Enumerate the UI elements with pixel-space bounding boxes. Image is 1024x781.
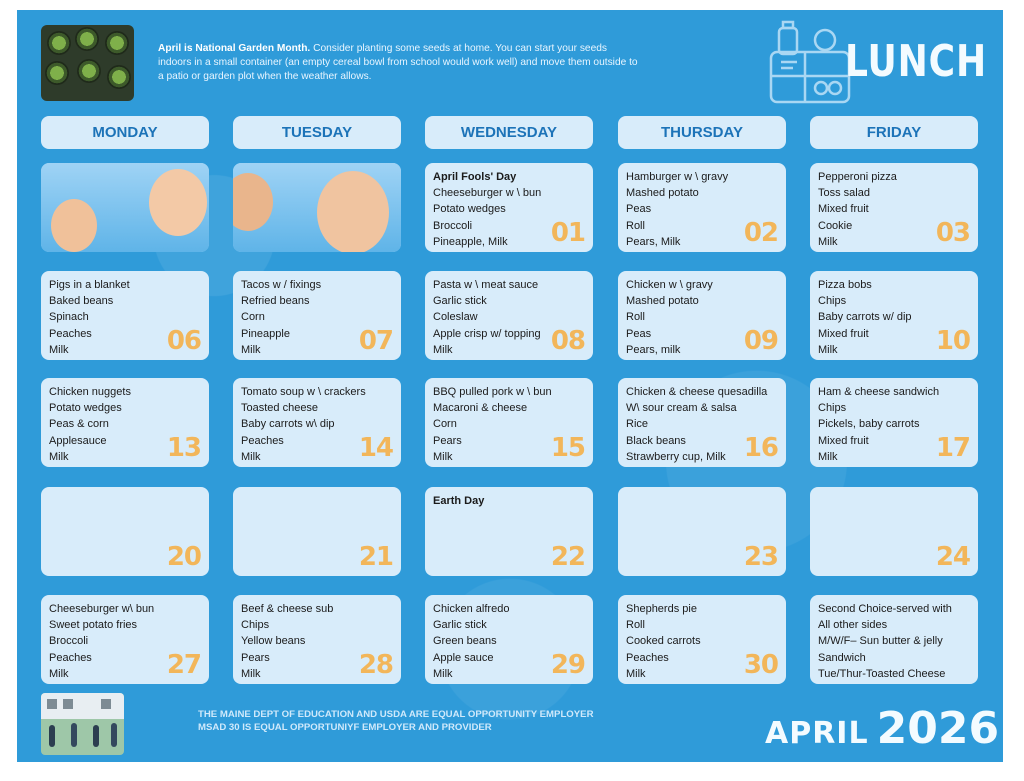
- menu-item: Second Choice-served with: [818, 603, 952, 615]
- kids-photo: [233, 163, 401, 252]
- menu-item: Baby carrots w/ dip: [818, 311, 912, 324]
- menu-cell-03: [810, 163, 978, 252]
- menu-item: Applesauce: [49, 434, 107, 447]
- menu-item: Tacos w / fixings: [241, 279, 322, 291]
- special-day-label: April Fools' Day: [433, 171, 517, 183]
- date-number: 10: [935, 326, 970, 356]
- date-number: 30: [743, 650, 778, 680]
- menu-cell-29: [425, 595, 593, 684]
- menu-item: Peas: [626, 203, 652, 216]
- menu-item: Pepperoni pizza: [818, 171, 897, 183]
- menu-items: [49, 601, 154, 682]
- special-day-label: Earth Day: [433, 495, 485, 507]
- menu-item: Milk: [241, 450, 261, 463]
- menu-item: Beef & cheese sub: [241, 603, 334, 615]
- menu-item: Pineapple, Milk: [433, 235, 508, 248]
- date-number: 15: [550, 433, 585, 463]
- menu-item: Toss salad: [818, 187, 870, 200]
- menu-cell-27: [41, 595, 209, 684]
- menu-item: Garlic stick: [433, 295, 487, 308]
- menu-cell-22: [425, 487, 593, 576]
- menu-item: Chicken w \ gravy: [626, 279, 713, 291]
- date-number: 16: [743, 433, 778, 463]
- equal-opportunity-note: [198, 709, 594, 734]
- menu-item: Chips: [241, 619, 270, 632]
- menu-items: [433, 601, 509, 682]
- menu-item: Pineapple: [241, 327, 290, 340]
- menu-item: M/W/F– Sun butter & jelly: [818, 635, 943, 648]
- menu-item: Refried beans: [241, 295, 310, 308]
- menu-items: [49, 384, 131, 465]
- menu-cell-30: [618, 595, 786, 684]
- menu-item: Coleslaw: [433, 311, 478, 324]
- menu-item: Mixed fruit: [818, 203, 869, 216]
- menu-item: Mashed potato: [626, 295, 699, 308]
- menu-item: All other sides: [818, 619, 888, 632]
- menu-items: [49, 277, 130, 358]
- menu-item: Tomato soup w \ crackers: [241, 386, 366, 398]
- intro-rest: Consider planting some seeds at home. You can start your seeds indoors in a small container (an empty cereal bowl from school would work well) and move them outside to a patio or garden plot when the weather allows.: [158, 43, 638, 82]
- menu-item: Rice: [626, 418, 649, 431]
- menu-item: Pigs in a blanket: [49, 279, 130, 291]
- menu-cell-09: [618, 271, 786, 360]
- menu-item: Corn: [433, 418, 457, 431]
- menu-item: Milk: [818, 450, 838, 463]
- menu-item: Peaches: [49, 327, 92, 340]
- date-number: 20: [166, 542, 201, 572]
- menu-item: Pickels, baby carrots: [818, 418, 920, 431]
- footer-line-1: THE MAINE DEPT OF EDUCATION AND USDA ARE EQUAL OPPORTUNITY EMPLOYER: [198, 709, 594, 720]
- menu-items: [433, 493, 484, 509]
- menu-item: Pears: [241, 651, 270, 664]
- menu-item: Mixed fruit: [818, 327, 869, 340]
- menu-item: Peaches: [626, 651, 669, 664]
- menu-item: Chips: [818, 295, 847, 308]
- menu-items: [818, 384, 939, 465]
- menu-cell-13: [41, 378, 209, 467]
- menu-item: Milk: [241, 343, 261, 356]
- menu-item: Cookie: [818, 219, 853, 232]
- day-header-thursday: THURSDAY: [618, 116, 786, 149]
- menu-cell-07: [233, 271, 401, 360]
- menu-item: Milk: [49, 450, 69, 463]
- lunchbox-icon: [765, 18, 855, 108]
- menu-cell-23: [618, 487, 786, 576]
- date-number: 24: [935, 542, 970, 572]
- menu-item: Mixed fruit: [818, 434, 869, 447]
- menu-item: Ham & cheese sandwich: [818, 386, 940, 398]
- menu-item: Milk: [818, 343, 838, 356]
- day-header-friday: FRIDAY: [810, 116, 978, 149]
- menu-item: Cheeseburger w \ bun: [433, 187, 542, 200]
- date-number: 03: [935, 218, 970, 248]
- school-photo: [41, 693, 124, 755]
- date-number: 01: [550, 218, 585, 248]
- menu-cell-28: [233, 595, 401, 684]
- menu-item: Roll: [626, 619, 645, 632]
- date-number: 28: [358, 650, 393, 680]
- menu-item: Potato wedges: [49, 402, 122, 415]
- menu-item: Roll: [626, 311, 645, 324]
- menu-cell-17: [810, 378, 978, 467]
- menu-item: Milk: [433, 343, 453, 356]
- menu-cell-01: [425, 163, 593, 252]
- menu-item: Baked beans: [49, 295, 114, 308]
- menu-item: Pasta w \ meat sauce: [433, 279, 539, 291]
- day-header-monday: MONDAY: [41, 116, 209, 149]
- menu-item: Broccoli: [433, 219, 473, 232]
- menu-item: Pears, milk: [626, 343, 681, 356]
- menu-cell-24: [810, 487, 978, 576]
- date-number: 17: [935, 433, 970, 463]
- menu-item: Chicken nuggets: [49, 386, 131, 398]
- menu-item: Tue/Thur-Toasted Cheese: [818, 667, 946, 680]
- menu-items: [433, 277, 541, 358]
- menu-cell-08: [425, 271, 593, 360]
- menu-item: Baby carrots w\ dip: [241, 418, 335, 431]
- menu-item: Strawberry cup, Milk: [626, 450, 726, 463]
- menu-item: Pears, Milk: [626, 235, 681, 248]
- menu-item: Yellow beans: [241, 635, 306, 648]
- date-number: 23: [743, 542, 778, 572]
- menu-cell-02: [618, 163, 786, 252]
- menu-items: [626, 601, 701, 682]
- day-header-wednesday: WEDNESDAY: [425, 116, 593, 149]
- menu-item: Chips: [818, 402, 847, 415]
- menu-item: Milk: [626, 667, 646, 680]
- menu-item: Cooked carrots: [626, 635, 701, 648]
- menu-cell-20: [41, 487, 209, 576]
- menu-cell-21: [233, 487, 401, 576]
- menu-item: Sandwich: [818, 651, 866, 664]
- menu-item: Hamburger w \ gravy: [626, 171, 729, 183]
- menu-items: [433, 169, 541, 250]
- menu-item: Milk: [818, 235, 838, 248]
- menu-item: Broccoli: [49, 635, 89, 648]
- menu-items: [626, 277, 713, 358]
- menu-item: BBQ pulled pork w \ bun: [433, 386, 552, 398]
- menu-item: Potato wedges: [433, 203, 506, 216]
- date-number: 14: [358, 433, 393, 463]
- month-label: [765, 703, 999, 754]
- menu-item: Shepherds pie: [626, 603, 697, 615]
- menu-item: Milk: [241, 667, 261, 680]
- menu-item: Roll: [626, 219, 645, 232]
- menu-items: [241, 601, 333, 682]
- menu-cell-15: [425, 378, 593, 467]
- menu-cell-14: [233, 378, 401, 467]
- menu-items: [818, 601, 952, 682]
- date-number: 02: [743, 218, 778, 248]
- menu-item: Macaroni & cheese: [433, 402, 528, 415]
- menu-item: W\ sour cream & salsa: [626, 402, 737, 415]
- date-number: 07: [358, 326, 393, 356]
- date-number: 21: [358, 542, 393, 572]
- date-number: 27: [166, 650, 201, 680]
- menu-item: Milk: [49, 343, 69, 356]
- menu-item: Peas: [626, 327, 652, 340]
- garden-photo: [41, 25, 134, 101]
- year: 2026: [876, 703, 1000, 754]
- date-number: 22: [550, 542, 585, 572]
- date-number: 13: [166, 433, 201, 463]
- menu-item: Cheeseburger w\ bun: [49, 603, 155, 615]
- menu-item: Green beans: [433, 635, 497, 648]
- menu-item: Spinach: [49, 311, 89, 324]
- menu-cell-10: [810, 271, 978, 360]
- menu-items: [241, 277, 321, 358]
- menu-item: Garlic stick: [433, 619, 487, 632]
- menu-item: Peas & corn: [49, 418, 109, 431]
- menu-item: Milk: [49, 667, 69, 680]
- menu-item: Pizza bobs: [818, 279, 872, 291]
- menu-cell-note: [810, 595, 978, 684]
- menu-item: Apple sauce: [433, 651, 494, 664]
- date-number: 08: [550, 326, 585, 356]
- menu-item: Chicken & cheese quesadilla: [626, 386, 768, 398]
- menu-item: Toasted cheese: [241, 402, 319, 415]
- date-number: 09: [743, 326, 778, 356]
- kids-photo: [41, 163, 209, 252]
- menu-item: Corn: [241, 311, 265, 324]
- menu-sheet: [17, 10, 1003, 762]
- menu-item: Chicken alfredo: [433, 603, 510, 615]
- lunch-title: LUNCH: [845, 36, 987, 87]
- date-number: 06: [166, 326, 201, 356]
- footer-line-2: MSAD 30 IS EQUAL OPPORTUNIYF EMPLOYER AND PROVIDER: [198, 721, 492, 733]
- menu-item: Peaches: [49, 651, 92, 664]
- month-name: APRIL: [765, 716, 869, 751]
- menu-item: Peaches: [241, 434, 284, 447]
- menu-item: Milk: [433, 667, 453, 680]
- menu-cell-06: [41, 271, 209, 360]
- menu-item: Pears: [433, 434, 462, 447]
- menu-items: [433, 384, 552, 465]
- menu-item: Apple crisp w/ topping: [433, 327, 541, 340]
- menu-items: [241, 384, 366, 465]
- menu-item: Black beans: [626, 434, 686, 447]
- menu-items: [818, 169, 897, 250]
- day-header-tuesday: TUESDAY: [233, 116, 401, 149]
- date-number: 29: [550, 650, 585, 680]
- menu-items: [626, 169, 728, 250]
- menu-cell-16: [618, 378, 786, 467]
- intro-text: [158, 42, 638, 84]
- menu-items: [818, 277, 912, 358]
- menu-item: Sweet potato fries: [49, 619, 138, 632]
- intro-bold: April is National Garden Month.: [158, 43, 311, 54]
- menu-item: Mashed potato: [626, 187, 699, 200]
- menu-item: Milk: [433, 450, 453, 463]
